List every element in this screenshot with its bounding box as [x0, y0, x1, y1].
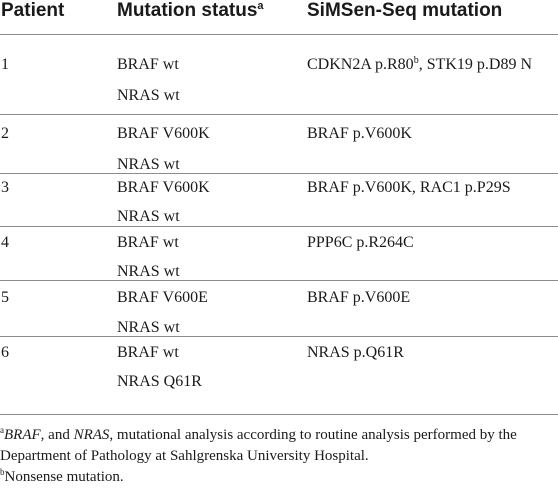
header-mutation-status	[117, 0, 264, 25]
header-patient: Patient	[1, 0, 65, 21]
header-divider	[0, 34, 558, 35]
table-bottom-rule	[0, 414, 558, 415]
cell-braf-status: BRAF wt	[117, 56, 179, 73]
cell-patient: 5	[1, 289, 9, 306]
cell-patient: 4	[1, 234, 9, 251]
footnote-a-braf: BRAF	[4, 427, 41, 443]
footnote-b	[0, 467, 124, 487]
footnote-a-marker: a	[0, 425, 4, 435]
cell-braf-status: BRAF V600K	[117, 179, 210, 196]
footnote-a-line2: Department of Pathology at Sahlgrenska University Hospital.	[0, 448, 369, 464]
header-mutation-status-label: Mutation status	[117, 0, 258, 21]
cell-braf-status: BRAF V600E	[117, 289, 208, 306]
header-mutation-status-footnote-mark: a	[257, 0, 264, 12]
footnote-a	[0, 425, 517, 445]
cell-nras-status: NRAS wt	[117, 87, 180, 104]
cell-simsen-mutation: BRAF p.V600E	[307, 289, 411, 306]
footnote-a-nras: NRAS	[73, 427, 110, 443]
table-header	[0, 0, 558, 34]
footnote-a-text-line1: , mutational analysis according to routine analysis performed by the	[109, 427, 517, 443]
footnote-b-marker: b	[0, 467, 5, 477]
cell-patient: 1	[1, 56, 9, 73]
cell-simsen-mutation: BRAF p.V600K	[307, 125, 412, 142]
row-divider	[0, 173, 558, 174]
cell-simsen-mutation: BRAF p.V600K, RAC1 p.P29S	[307, 179, 511, 196]
footnote-b-text: Nonsense mutation.	[4, 469, 124, 485]
row-divider	[0, 114, 558, 115]
cell-simsen-mutation	[307, 55, 532, 75]
cell-simsen-mutation: PPP6C p.R264C	[307, 234, 414, 251]
cell-braf-status: BRAF wt	[117, 344, 179, 361]
row-divider	[0, 226, 558, 227]
cell-nras-status: NRAS wt	[117, 208, 180, 225]
cell-nras-status: NRAS wt	[117, 263, 180, 280]
cell-patient: 6	[1, 344, 9, 361]
row-divider	[0, 280, 558, 281]
cell-braf-status: BRAF V600K	[117, 125, 210, 142]
cell-simsen-mutation: NRAS p.Q61R	[307, 344, 404, 361]
cell-patient: 2	[1, 125, 9, 142]
cell-simsen-mutation-part1: CDKN2A p.R80	[307, 56, 414, 73]
row-divider	[0, 336, 558, 337]
cell-simsen-footnote-mark: b	[413, 55, 419, 66]
footnote-a-separator: , and	[40, 427, 74, 443]
cell-nras-status: NRAS Q61R	[117, 373, 202, 390]
cell-simsen-mutation-part2: , STK19 p.D89 N	[418, 56, 533, 73]
cell-nras-status: NRAS wt	[117, 156, 180, 173]
cell-braf-status: BRAF wt	[117, 234, 179, 251]
header-simsen-seq-mutation: SiMSen-Seq mutation	[307, 0, 503, 21]
cell-nras-status: NRAS wt	[117, 319, 180, 336]
cell-patient: 3	[1, 179, 9, 196]
